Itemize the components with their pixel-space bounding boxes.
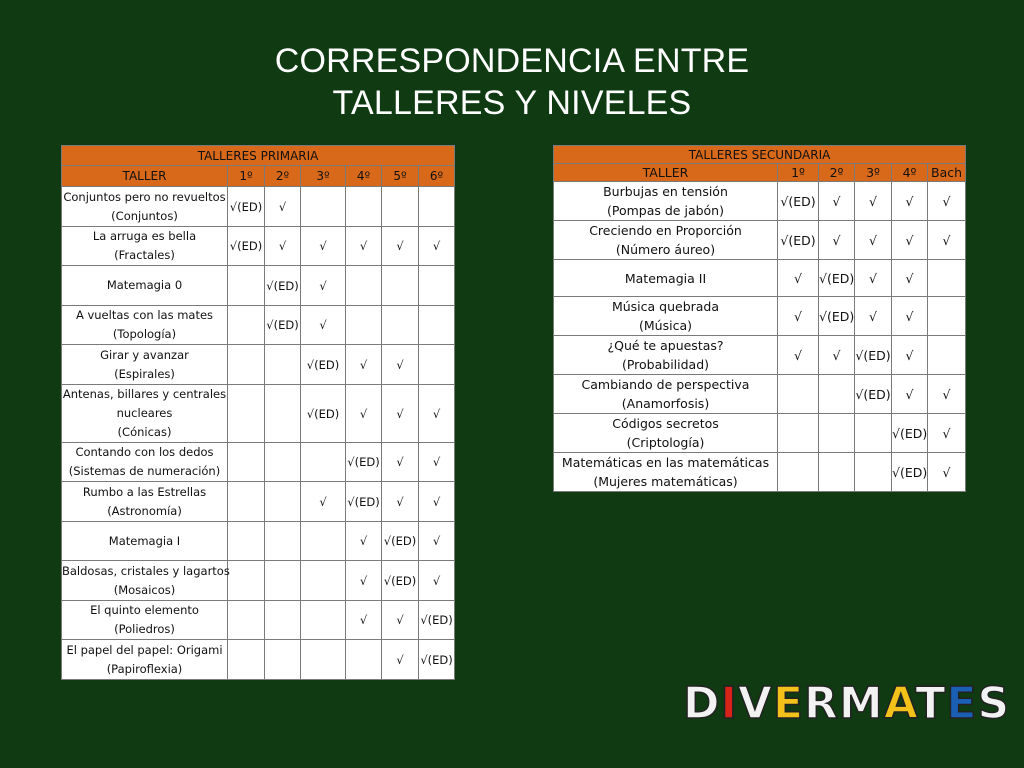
level-cell: √ <box>928 182 966 221</box>
taller-name-line: (Astronomía) <box>107 503 182 518</box>
primaria-header-taller: TALLER <box>62 166 228 187</box>
level-cell: √ <box>382 640 419 680</box>
level-cell: √ <box>346 522 382 561</box>
level-cell: √(ED) <box>855 336 892 375</box>
table-talleres-primaria <box>61 145 455 680</box>
level-cell: √ <box>778 336 819 375</box>
taller-name-cell <box>62 522 228 561</box>
level-cell <box>228 640 265 680</box>
taller-name-line: (Anamorfosis) <box>621 396 710 411</box>
logo-text: DIVERMATES <box>683 678 1011 729</box>
level-cell: √ <box>382 482 419 522</box>
level-cell <box>778 375 819 414</box>
level-cell: √ <box>346 345 382 385</box>
table-row <box>62 561 455 601</box>
level-cell <box>228 522 265 561</box>
table-row <box>62 482 455 522</box>
level-cell <box>928 336 966 375</box>
level-cell: √ <box>928 414 966 453</box>
level-cell: √ <box>346 385 382 443</box>
taller-name-cell <box>554 453 778 492</box>
level-cell: √ <box>892 336 928 375</box>
level-cell <box>382 306 419 345</box>
page-title <box>0 40 1024 124</box>
level-cell <box>301 640 346 680</box>
taller-name-line: La arruga es bella <box>92 229 197 243</box>
level-cell: √ <box>419 561 455 601</box>
taller-name-line: Códigos secretos <box>612 416 719 431</box>
taller-name-cell <box>62 187 228 227</box>
taller-name-line: ¿Qué te apuestas? <box>607 338 724 353</box>
secundaria-header-level-1: 1º <box>778 164 819 182</box>
taller-name-line: El papel del papel: Origami <box>66 642 223 657</box>
level-cell: √(ED) <box>419 601 455 640</box>
level-cell <box>819 375 855 414</box>
table-row <box>62 522 455 561</box>
level-cell <box>419 187 455 227</box>
level-cell: √(ED) <box>855 375 892 414</box>
taller-name-cell <box>62 640 228 680</box>
level-cell <box>419 345 455 385</box>
taller-name-line: (Música) <box>639 318 692 333</box>
level-cell <box>346 187 382 227</box>
table-row <box>62 266 455 306</box>
level-cell <box>301 601 346 640</box>
taller-name-cell <box>62 561 228 601</box>
level-cell <box>228 561 265 601</box>
taller-name-cell <box>554 375 778 414</box>
taller-name-line: Creciendo en Proporción <box>589 223 742 238</box>
table-row <box>62 385 455 443</box>
taller-name-cell <box>62 306 228 345</box>
taller-name-cell <box>62 482 228 522</box>
table-row <box>554 182 966 221</box>
taller-name-cell <box>554 414 778 453</box>
level-cell: √(ED) <box>228 227 265 266</box>
taller-name-line: (Pompas de jabón) <box>607 203 724 218</box>
table-caption-primaria: TALLERES PRIMARIA <box>62 146 455 166</box>
taller-name-line: A vueltas con las mates <box>75 308 214 322</box>
level-cell <box>819 414 855 453</box>
level-cell: √(ED) <box>265 266 301 306</box>
level-cell: √ <box>855 182 892 221</box>
level-cell: √(ED) <box>228 187 265 227</box>
level-cell: √ <box>301 266 346 306</box>
level-cell: √ <box>892 182 928 221</box>
table-row <box>554 336 966 375</box>
taller-name-cell <box>554 260 778 297</box>
taller-name-cell <box>62 345 228 385</box>
level-cell: √ <box>928 221 966 260</box>
level-cell <box>301 187 346 227</box>
level-cell: √ <box>819 182 855 221</box>
level-cell: √ <box>346 561 382 601</box>
level-cell: √ <box>301 482 346 522</box>
level-cell: √ <box>419 443 455 482</box>
primaria-header-level-5: 5º <box>382 166 419 187</box>
level-cell <box>228 306 265 345</box>
level-cell: √ <box>382 601 419 640</box>
taller-name-line: Burbujas en tensión <box>603 184 728 199</box>
taller-name-line: Baldosas, cristales y lagartos <box>62 563 230 578</box>
taller-name-line: (Fractales) <box>114 248 175 262</box>
level-cell <box>928 297 966 336</box>
level-cell: √ <box>819 336 855 375</box>
level-cell: √(ED) <box>382 561 419 601</box>
table-row <box>62 306 455 345</box>
table-row <box>62 601 455 640</box>
level-cell: √ <box>346 601 382 640</box>
level-cell <box>382 266 419 306</box>
level-cell <box>265 522 301 561</box>
level-cell <box>346 640 382 680</box>
taller-name-line: Girar y avanzar <box>100 347 189 362</box>
title-line-1: CORRESPONDENCIA ENTRE <box>274 42 750 80</box>
level-cell: √ <box>419 522 455 561</box>
level-cell: √ <box>855 297 892 336</box>
taller-name-line: Matemáticas en las matemáticas <box>561 455 770 470</box>
taller-name-cell <box>554 221 778 260</box>
taller-name-line: El quinto elemento <box>90 603 199 617</box>
taller-name-line: (Número áureo) <box>615 242 716 257</box>
level-cell: √(ED) <box>819 260 855 297</box>
level-cell: √(ED) <box>419 640 455 680</box>
title-line-2: TALLERES Y NIVELES <box>332 84 692 122</box>
level-cell: √ <box>301 227 346 266</box>
level-cell: √(ED) <box>346 482 382 522</box>
level-cell: √ <box>928 453 966 492</box>
taller-name-line: (Probabilidad) <box>621 357 710 372</box>
level-cell: √ <box>346 227 382 266</box>
level-cell <box>265 443 301 482</box>
level-cell <box>855 453 892 492</box>
secundaria-header-level-3: 3º <box>855 164 892 182</box>
secundaria-header-taller: TALLER <box>554 164 778 182</box>
taller-name-cell <box>554 182 778 221</box>
taller-name-cell <box>554 336 778 375</box>
level-cell: √ <box>819 221 855 260</box>
table-row <box>554 260 966 297</box>
taller-name-cell <box>62 385 228 443</box>
taller-name-line: (Conjuntos) <box>111 208 178 223</box>
level-cell: √ <box>778 260 819 297</box>
secundaria-header-level-4: 4º <box>892 164 928 182</box>
table-talleres-secundaria <box>553 145 966 492</box>
taller-name-line: (Cónicas) <box>117 425 172 439</box>
level-cell: √(ED) <box>265 306 301 345</box>
taller-name-line: (Topología) <box>112 327 177 341</box>
level-cell: √ <box>778 297 819 336</box>
level-cell: √(ED) <box>346 443 382 482</box>
level-cell <box>419 306 455 345</box>
taller-name-line: (Mosaicos) <box>113 582 176 597</box>
taller-name-line: (Espirales) <box>114 366 175 381</box>
level-cell <box>301 443 346 482</box>
taller-name-cell <box>62 443 228 482</box>
taller-name-line: Antenas, billares y centrales <box>62 387 227 401</box>
secundaria-header-level-5: Bach <box>928 164 966 182</box>
level-cell: √ <box>928 375 966 414</box>
level-cell <box>228 345 265 385</box>
taller-name-cell <box>62 227 228 266</box>
table-row <box>554 414 966 453</box>
table-row <box>554 453 966 492</box>
primaria-header-level-6: 6º <box>419 166 455 187</box>
taller-name-line: Conjuntos pero no revueltos <box>63 189 226 204</box>
level-cell: √(ED) <box>301 385 346 443</box>
level-cell: √ <box>265 227 301 266</box>
level-cell: √ <box>419 385 455 443</box>
taller-name-line: Matemagia I <box>108 533 181 548</box>
table-row <box>62 227 455 266</box>
level-cell <box>265 345 301 385</box>
level-cell: √ <box>265 187 301 227</box>
level-cell <box>928 260 966 297</box>
level-cell <box>265 640 301 680</box>
taller-name-line: (Criptología) <box>626 435 705 450</box>
level-cell <box>228 385 265 443</box>
taller-name-line: Música quebrada <box>611 299 720 314</box>
level-cell: √ <box>892 221 928 260</box>
level-cell: √ <box>382 443 419 482</box>
table-row <box>62 640 455 680</box>
level-cell: √(ED) <box>778 182 819 221</box>
level-cell <box>265 482 301 522</box>
level-cell <box>855 414 892 453</box>
taller-name-line: (Poliedros) <box>114 622 175 636</box>
taller-name-line: Matemagia 0 <box>106 278 183 292</box>
level-cell: √ <box>301 306 346 345</box>
primaria-header-level-2: 2º <box>265 166 301 187</box>
level-cell <box>301 522 346 561</box>
level-cell <box>778 414 819 453</box>
table-row <box>554 375 966 414</box>
taller-name-cell <box>62 601 228 640</box>
level-cell: √ <box>419 227 455 266</box>
level-cell <box>228 601 265 640</box>
primaria-header-level-4: 4º <box>346 166 382 187</box>
level-cell <box>819 453 855 492</box>
level-cell <box>301 561 346 601</box>
level-cell <box>228 266 265 306</box>
level-cell: √ <box>855 221 892 260</box>
level-cell <box>346 266 382 306</box>
taller-name-cell <box>62 266 228 306</box>
taller-name-line: (Mujeres matemáticas) <box>593 474 738 489</box>
divermates-logo <box>683 676 1011 729</box>
level-cell: √ <box>892 375 928 414</box>
taller-name-line: Matemagia II <box>624 270 707 286</box>
level-cell: √ <box>382 385 419 443</box>
table-row <box>554 297 966 336</box>
level-cell: √ <box>419 482 455 522</box>
table-row <box>554 221 966 260</box>
level-cell: √(ED) <box>301 345 346 385</box>
level-cell <box>346 306 382 345</box>
taller-name-line: Contando con los dedos <box>75 445 214 459</box>
level-cell: √ <box>855 260 892 297</box>
taller-name-cell <box>554 297 778 336</box>
level-cell <box>228 443 265 482</box>
level-cell <box>419 266 455 306</box>
primaria-header-level-1: 1º <box>228 166 265 187</box>
level-cell <box>265 385 301 443</box>
primaria-header-level-3: 3º <box>301 166 346 187</box>
level-cell: √(ED) <box>778 221 819 260</box>
table-caption-secundaria: TALLERES SECUNDARIA <box>554 146 966 164</box>
level-cell: √ <box>382 345 419 385</box>
level-cell: √(ED) <box>819 297 855 336</box>
table-row <box>62 187 455 227</box>
level-cell <box>228 482 265 522</box>
taller-name-line: (Papiroflexia) <box>106 661 183 676</box>
level-cell <box>265 561 301 601</box>
level-cell: √(ED) <box>892 453 928 492</box>
level-cell: √ <box>892 297 928 336</box>
level-cell: √(ED) <box>892 414 928 453</box>
level-cell <box>265 601 301 640</box>
level-cell: √(ED) <box>382 522 419 561</box>
taller-name-line: Cambiando de perspectiva <box>581 377 750 392</box>
level-cell <box>778 453 819 492</box>
table-row <box>62 443 455 482</box>
secundaria-header-level-2: 2º <box>819 164 855 182</box>
level-cell: √ <box>382 227 419 266</box>
taller-name-line: (Sistemas de numeración) <box>68 464 221 478</box>
taller-name-line: Rumbo a las Estrellas <box>82 484 207 499</box>
taller-name-line: nucleares <box>116 406 173 420</box>
level-cell: √ <box>892 260 928 297</box>
level-cell <box>382 187 419 227</box>
table-row <box>62 345 455 385</box>
